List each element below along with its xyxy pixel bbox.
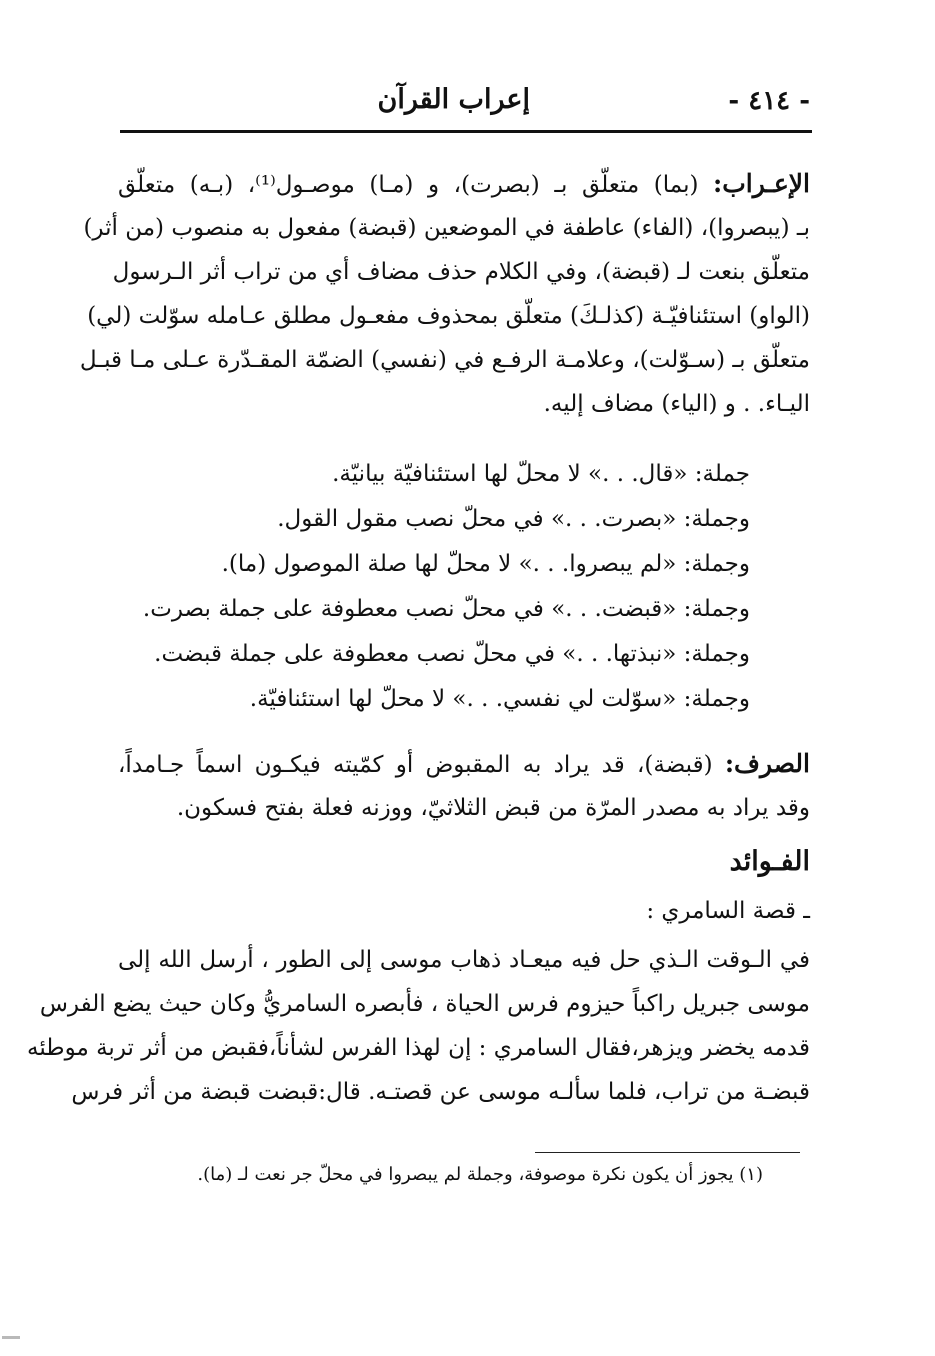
- sarf-text: (قبضة)، قد يراد به المقبوض أو كمّيته فيكـون اسماً جـامداً،: [118, 752, 725, 778]
- sarf-label: الصرف:: [724, 749, 810, 778]
- irab-line: (الواو) استئنافيّـة (كذلـكَ) متعلّق بمحذوف مفعـول مطلق عـامله سوّلت (لي): [87, 303, 810, 329]
- footnote-rule: [535, 1152, 800, 1153]
- scan-mark: [2, 1336, 20, 1339]
- irab-label: الإعـراب:: [713, 169, 810, 198]
- page-header: [120, 82, 810, 126]
- irab-line: متعلّق بـ (سـوّلت)، وعلامـة الرفـع في (نفسي) الضمّة المقـدّرة عـلى مـا قبـل: [79, 347, 810, 373]
- running-title: إعراب القرآن: [377, 84, 530, 115]
- sarf-section: [118, 742, 810, 830]
- sentence-item: وجملة: «بصرت. . .» في محلّ نصب مقول القول.: [277, 506, 750, 532]
- story-heading: ـ قصة السامري :: [646, 898, 810, 924]
- irab-line: [118, 162, 810, 206]
- story-section: [27, 938, 810, 1114]
- story-line: موسى جبريل راكباً حيزوم فرس الحياة ، فأبصره السامريُّ وكان حيث يضع الفرس: [39, 991, 810, 1017]
- story-line: في الـوقت الـذي حل فيه ميعـاد ذهاب موسى إلى الطور ، أرسل الله إلى: [118, 947, 810, 973]
- irab-section: [79, 162, 810, 426]
- story-line: قدمه يخضر ويزهر،فقال السامري : إن لهذا الفرس لشأناً،فقبض من أثر تربة موطئه: [27, 1035, 810, 1061]
- sentence-list: [142, 452, 750, 722]
- page-number: - ٤١٤ -: [728, 86, 810, 116]
- sentence-item: وجملة: «قبضت. . .» في محلّ نصب معطوفة على جملة بصرت.: [142, 596, 750, 622]
- sentence-item: وجملة: «نبذتها. . .» في محلّ نصب معطوفة على جملة قبضت.: [154, 641, 750, 667]
- sentence-item: وجملة: «سوّلت لي نفسي. . .» لا محلّ لها استئنافيّة.: [249, 686, 750, 712]
- sarf-line: وقد يراد به مصدر المرّة من قبض الثلاثيّ، ووزنه فعلة بفتح فسكون.: [176, 795, 810, 821]
- irab-line: بـ (يبصروا)، (الفاء) عاطفة في الموضعين (قبضة) مفعول به منصوب (من أثر): [83, 215, 810, 241]
- story-line: قبضـة من تراب، فلما سألـه موسى عن قصتـه. قال:قبضت قبضة من أثر فرس: [71, 1079, 810, 1105]
- irab-line: متعلّق بنعت لـ (قبضة)، وفي الكلام حذف مضاف أي من تراب أثر الـرسول: [112, 259, 810, 285]
- header-rule: [120, 130, 812, 133]
- irab-line: اليـاء. . و (الياء) مضاف إليه.: [543, 391, 810, 417]
- footnote: (١) يجوز أن يكون نكرة موصوفة، وجملة لم يبصروا في محلّ جر نعت لـ (ما).: [197, 1164, 763, 1185]
- sentence-item: وجملة: «لم يبصروا. . .» لا محلّ لها صلة الموصول (ما).: [221, 551, 750, 577]
- fawaid-heading: الفـوائد: [729, 846, 810, 877]
- irab-text: (بما) متعلّق بـ (بصرت)، و (مـا) موصـول⁽¹⁾، (بـه) متعلّق: [118, 172, 714, 198]
- sentence-item: جملة: «قال. . .» لا محلّ لها استئنافيّة بيانيّة.: [332, 461, 750, 487]
- sarf-line: [118, 742, 810, 786]
